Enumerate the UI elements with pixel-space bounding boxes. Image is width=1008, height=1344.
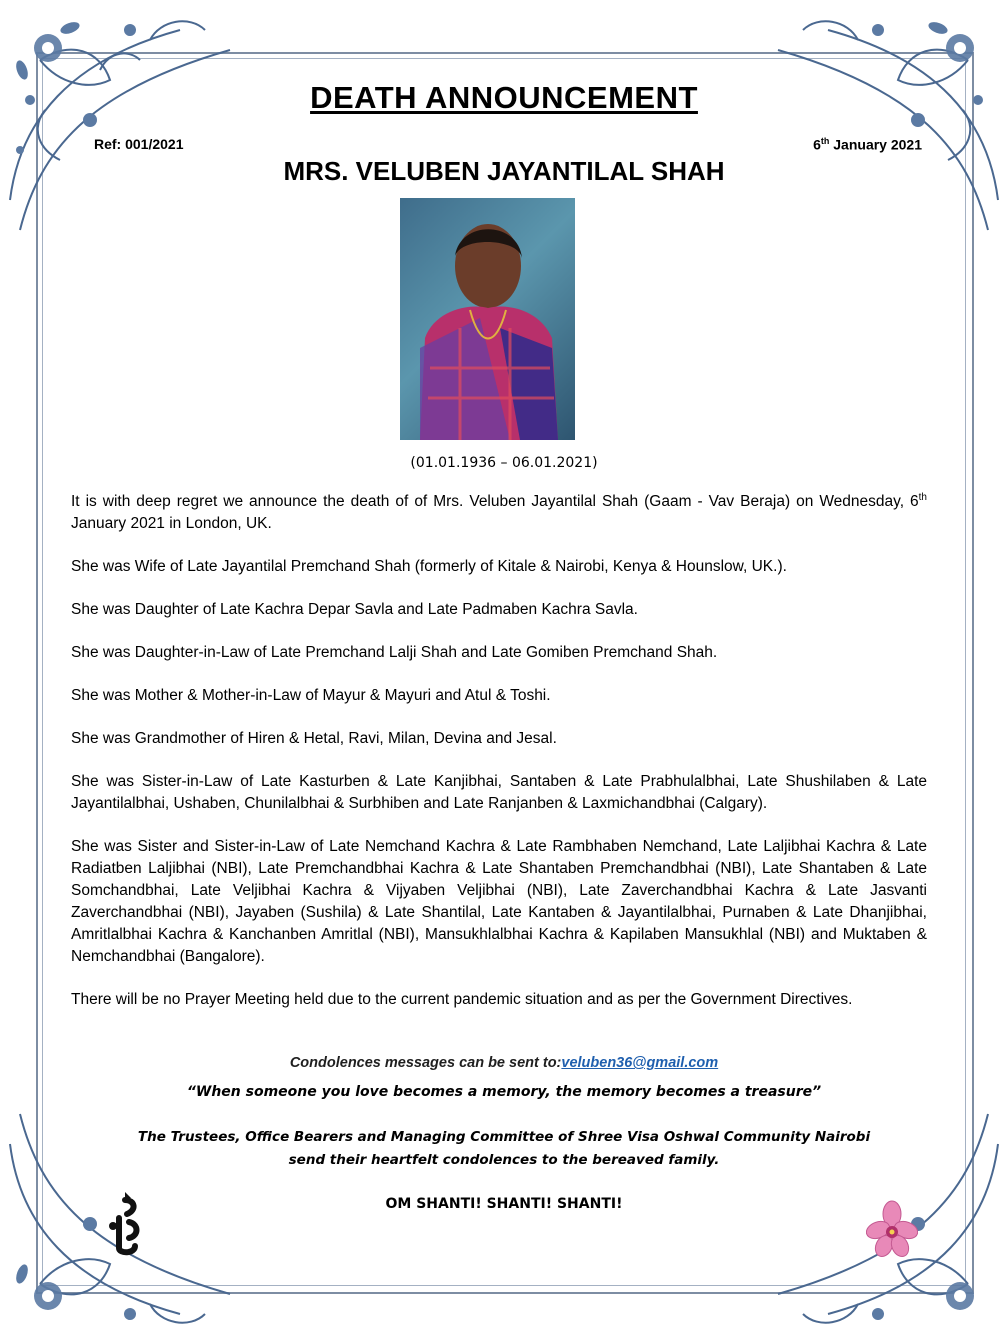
announcement-body (71, 491, 927, 1011)
paragraph-sister-in-law: She was Sister-in-Law of Late Kasturben & Late Kanjibhai, Santaben & Late Prabhulalbhai, Late Shushilaben & Late Jayantilalbhai, Ushaben, Chunilalbhai & Surbhiben and Late Ranjanben & Laxmichandbhai (Calgary). (71, 773, 927, 812)
deceased-name: MRS. VELUBEN JAYANTILAL SHAH (283, 156, 725, 186)
condolence-email-link[interactable]: veluben36@gmail.com (561, 1055, 719, 1071)
life-dates: (01.01.1936 – 06.01.2021) (410, 455, 598, 471)
portrait-photo-icon (400, 198, 575, 440)
closing-prayer: OM SHANTI! SHANTI! SHANTI! (385, 1196, 623, 1212)
trustees-line-1: The Trustees, Office Bearers and Managing Committee of Shree Visa Oshwal Community Nairobi (137, 1129, 871, 1145)
paragraph-sister: She was Sister and Sister-in-Law of Late Nemchand Kachra & Late Rambhaben Nemchand, Late Laljibhai Kachra & Late Radiatben Laljibhai (NBI), Late Premchandbhai Kachra & Late Shantaben Premchandbhai (NBI), Late Shantaben & Late Somchandbhai, Late Veljibhai Kachra & Vijyaben Veljibhai (NBI), Late Zaverchandbhai Kachra & Late Jasvanti Zaverchandbhai (NBI), Jayaben (Sushila) & Late Shantilal, Late Kantaben & Jayantilalbhai, Purnaben & Late Dhanjibhai, Amritlalbhai Kachra & Kanchanben Amritlal (NBI), Mansukhlalbhai Kachra & Kapilaben Mansukhlal (NBI) and Muktaben & Nemchandbhai (Bangalore). (71, 838, 927, 965)
paragraph-prayer-meeting: There will be no Prayer Meeting held due to the current pandemic situation and as per the Government Directives. (71, 991, 853, 1008)
paragraph-daughter-in-law: She was Daughter-in-Law of Late Premchand Lalji Shah and Late Gomiben Premchand Shah. (71, 644, 718, 661)
paragraph-grandmother: She was Grandmother of Hiren & Hetal, Ravi, Milan, Devina and Jesal. (71, 730, 557, 747)
memorial-quote: “When someone you love becomes a memory, the memory becomes a treasure” (186, 1084, 822, 1100)
floral-corner-ornament-icon (0, 0, 250, 250)
paragraph-announcement: It is with deep regret we announce the death of of Mrs. Veluben Jayantilal Shah (Gaam - Vav Beraja) on Wednesday, 6th January 2021 in London, UK. (71, 491, 927, 532)
portrait-photo (400, 198, 575, 440)
announcement-date: 6th January 2021 (813, 136, 922, 153)
floral-corner-ornament-icon (758, 0, 1008, 250)
condolence-line: Condolences messages can be sent to:veluben36@gmail.com (289, 1055, 719, 1071)
trustees-line-2: send their heartfelt condolences to the bereaved family. (288, 1152, 720, 1168)
paragraph-wife: She was Wife of Late Jayantilal Premchand Shah (formerly of Kitale & Nairobi, Kenya & Hounslow, UK.). (71, 558, 787, 575)
page-title: DEATH ANNOUNCEMENT (310, 80, 698, 115)
orchid-flower-icon (866, 1200, 918, 1260)
trustees-message (0, 1126, 1008, 1172)
paragraph-daughter: She was Daughter of Late Kachra Depar Savla and Late Padmaben Kachra Savla. (71, 601, 638, 618)
paragraph-mother: She was Mother & Mother-in-Law of Mayur & Mayuri and Atul & Toshi. (71, 687, 551, 704)
reference-number: Ref: 001/2021 (94, 136, 184, 152)
jain-om-symbol-icon (105, 1190, 145, 1260)
